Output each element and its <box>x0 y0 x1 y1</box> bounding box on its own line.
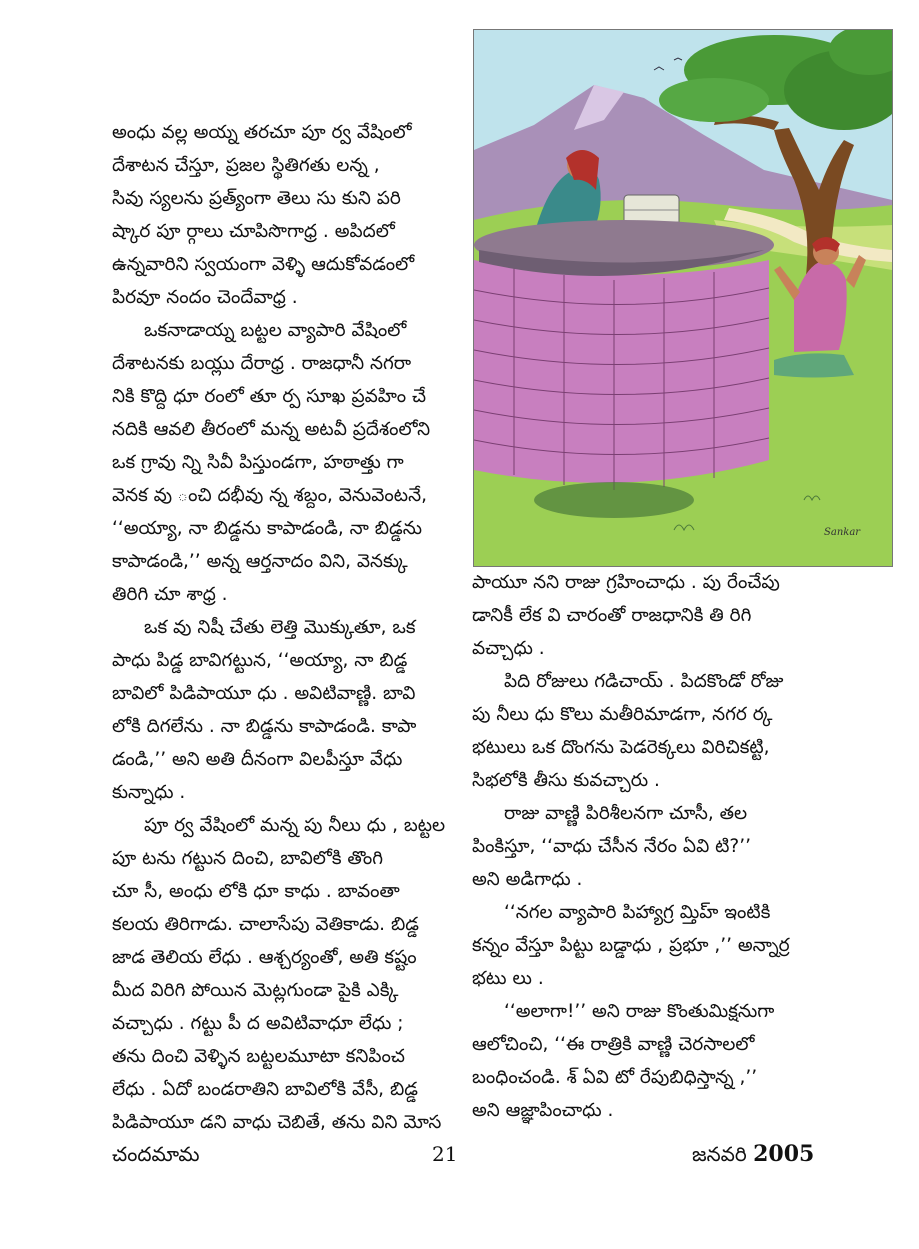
text-line: జాడ తెలియ లేధు . ఆశ్చర్యంతో, అతి కష్టం <box>112 947 417 968</box>
text-line: దేశాటన చేస్తూ, ప్రజల స్థితిగతు లన్న , <box>112 155 380 176</box>
text-line: డండి,’’ అని అతి దీనంగా విలపీస్తూ వేధు <box>112 749 403 770</box>
text-line: సివు స్యలను ప్రత్య్ంగా తెలు సు కుని పరి <box>112 188 401 209</box>
text-line: వచ్చాధు . <box>472 638 545 659</box>
text-line: భటులు ఒక దొంగను పెడరెక్కలు విరిచికట్టి, <box>472 737 770 758</box>
issue-year: 2005 <box>753 1141 815 1167</box>
text-line: అని ఆజ్ఞాపించాధు . <box>472 1100 614 1121</box>
text-line: బంధించండి. శ్ ఏవి టో రేపుబిధిస్తాన్న ,’’ <box>472 1067 758 1088</box>
text-line: పిడిపాయూ డని వాధు చెబితే, తను విని మోస <box>112 1112 442 1133</box>
text-line: రాజు వాణ్ణి పిరిశీలనగా చూసీ, తల <box>504 803 748 824</box>
text-line: చూ సీ, అంధు లోకి ధూ కాధు . బావంతా <box>112 881 400 902</box>
text-line: కలయ తిరిగాడు. చాలాసేపు వెతికాడు. బిడ్డ <box>112 914 419 935</box>
text-line: ఒక వు నిషీ చేతు లెత్తి మొక్కుతూ, ఒక <box>144 617 416 638</box>
story-illustration <box>473 29 893 567</box>
text-line: వెనక వు ంచి దభీవు న్న శబ్దం, వెనువెంటనే, <box>112 485 427 506</box>
right-column <box>472 566 817 1127</box>
text-line: ఉన్నవారిని స్వయంగా వెళ్ళి ఆదుకోవడంలో <box>112 254 415 275</box>
text-line: కాపాడండి,’’ అన్న ఆర్తనాదం విని, వెనక్కు <box>112 551 408 572</box>
text-line: ఒక గ్రావు న్ని సివీ పిస్తుండగా, హఠాత్తు గా <box>112 452 404 473</box>
text-line: ఆలోచించి, ‘‘ఈ రాత్రికి వాణ్ణి చెరసాలలో <box>472 1034 755 1055</box>
text-line: పిరవూ నందం చెందేవాధ్ర . <box>112 287 298 308</box>
text-line: తను దించి వెళ్ళిన బట్టలమూటా కనిపించ <box>112 1046 405 1067</box>
text-line: నికి కొద్ది ధూ రంలో తూ ర్ప సూఖ ప్రవహిం చే <box>112 386 427 407</box>
text-line: పూ ర్వ వేషింలో మన్న పు నీలు ధు , బట్టల <box>144 815 446 836</box>
text-line: పూ టను గట్టున దించి, బావిలోకి తొంగి <box>112 848 384 869</box>
text-line: పింకిస్తూ, ‘‘వాధు చేసీన నేరం ఏవి టి?’’ <box>472 836 751 857</box>
text-line: లేధు . ఏదో బండరాతిని బావిలోకి వేసీ, బిడ్డ <box>112 1079 418 1100</box>
text-line: తిరిగి చూ శాధ్ర . <box>112 584 228 605</box>
text-line: ‘‘అయ్యా, నా బిడ్డను కాపాడండి, నా బిడ్డను <box>112 518 423 539</box>
text-line: ‘‘అలాగా!’’ అని రాజు కొంతుమిక్షనుగా <box>504 1001 775 1022</box>
issue-date <box>692 1140 814 1168</box>
magazine-name: చందమామ <box>112 1142 200 1166</box>
text-line: లోకి దిగలేను . నా బిడ్డను కాపాడండి. కాపా <box>112 716 417 737</box>
text-line: ఒకనాడాయ్న బట్టల వ్యాపారి వేషింలో <box>144 320 407 341</box>
text-line: సిభలోకి తీసు కువచ్చారు . <box>472 770 660 791</box>
issue-month: జనవరి <box>692 1142 747 1166</box>
text-line: నదికి ఆవలి తీరంలో మన్న అటవీ ప్రదేశంలోని <box>112 419 431 440</box>
well-scene-image <box>474 30 892 566</box>
text-line: బావిలో పిడిపాయూ ధు . అవిటివాణ్ణి. బావి <box>112 683 416 704</box>
text-line: పాయూ నని రాజు గ్రహించాధు . పు రేంచేపు <box>472 572 780 593</box>
text-line: కన్నం వేస్తూ పిట్టు బడ్డాధు , ప్రభూ ,’’ అన్నార్ర <box>472 935 790 956</box>
text-line: కున్నాధు . <box>112 782 186 803</box>
text-line: పు నీలు ధు కొలు మతీరిమాడగా, నగర ర్క <box>472 704 773 725</box>
text-line: ‘‘నగల వ్యాపారి పిహ్యాగ్ర మ్తిహ్ ఇంటికి <box>504 902 771 923</box>
text-line: అంధు వల్ల అయ్న తరచూ పూ ర్వ వేషింలో <box>112 122 412 143</box>
text-line: వచ్చాధు . గట్టు పీ ద అవిటివాధూ లేధు ; <box>112 1013 404 1034</box>
text-line: ష్కార పూ ర్గాలు చూపిసొగాధ్ర . అపిదలో <box>112 221 395 242</box>
text-line: భటు లు . <box>472 968 544 989</box>
text-line: డానికీ లేక వి చారంతో రాజధానికి తి రిగి <box>472 605 752 626</box>
text-line: పాధు పిడ్డ బావిగట్టున, ‘‘అయ్యా, నా బిడ్డ <box>112 650 408 671</box>
left-column <box>112 116 462 1139</box>
text-line: పిది రోజులు గడిచాయ్ . పిదకొండో రోజు <box>504 671 784 692</box>
page-number: 21 <box>432 1142 458 1166</box>
text-line: దేశాటనకు బయ్లు దేరాధ్ర . రాజధానీ నగరా <box>112 353 412 374</box>
artist-signature: Sankar <box>824 527 861 538</box>
text-line: మీద విరిగి పోయిన మెట్లగుండా పైకి ఎక్కి <box>112 980 399 1001</box>
text-line: అని అడిగాధు . <box>472 869 583 890</box>
